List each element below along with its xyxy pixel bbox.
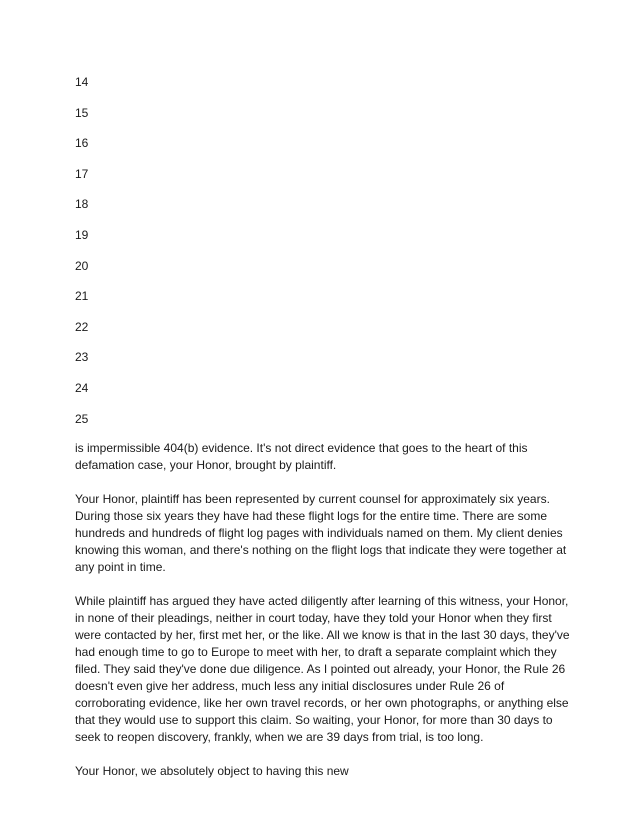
line-number: 21 — [75, 289, 89, 304]
line-number: 16 — [75, 136, 89, 151]
transcript-paragraph: is impermissible 404(b) evidence. It's not direct evidence that goes to the heart of this defamation case, your Honor, brought by plaintiff. — [75, 441, 528, 472]
line-number: 23 — [75, 350, 89, 365]
line-number: 22 — [75, 319, 89, 334]
line-number: 24 — [75, 380, 89, 395]
line-number: 14 — [75, 75, 89, 89]
transcript-body — [75, 440, 575, 797]
transcript-paragraph: Your Honor, we absolutely object to having this new — [75, 764, 349, 778]
transcript-paragraph: While plaintiff has argued they have acted diligently after learning of this witness, your Honor, in none of their pleadings, neither in court today, have they told your Honor when they first were contacted by her, first met her, or the like. All we know is that in the last 30 days, they've had enough time to go to Europe to meet with her, to draft a separate complaint which they filed. They said they've done due diligence. As I pointed out already, your Honor, the Rule 26 doesn't even give her address, much less any initial disclosures under Rule 26 of corroborating evidence, like her own travel records, or her own photographs, or anything else that they would use to support this claim. So waiting, your Honor, for more than 30 days to seek to reopen discovery, frankly, when we are 39 days from trial, is too long. — [75, 594, 570, 744]
line-number: 15 — [75, 105, 89, 120]
transcript-paragraph: Your Honor, plaintiff has been represented by current counsel for approximately six years. During those six years they have had these flight logs for the entire time. There are some hundreds and hundreds of flight log pages with individuals named on them. My client denies knowing this woman, and there's nothing on the flight logs that indicate they were together at any point in time. — [75, 492, 567, 574]
line-number: 19 — [75, 227, 89, 242]
line-number: 20 — [75, 258, 89, 273]
line-number-column — [75, 74, 88, 441]
line-number: 25 — [75, 411, 89, 426]
line-number: 17 — [75, 166, 89, 181]
line-number: 18 — [75, 197, 89, 212]
